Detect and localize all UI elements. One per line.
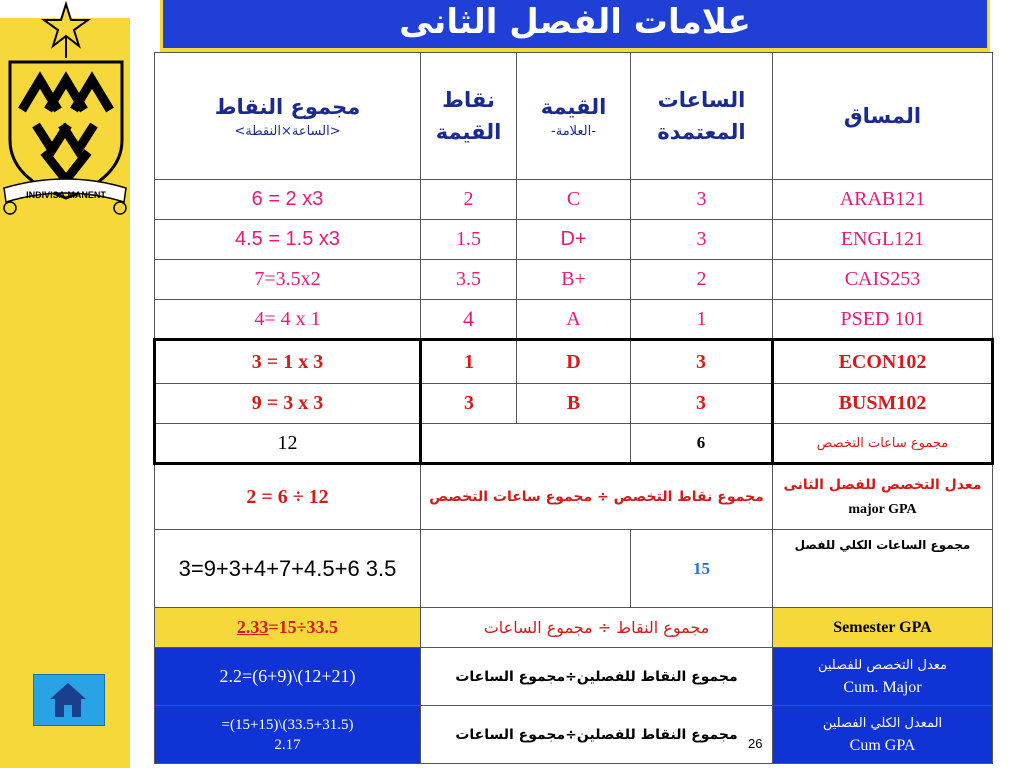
cell-hours: 2 — [631, 260, 773, 300]
header-course: المساق — [773, 53, 993, 180]
title-bar — [160, 0, 990, 52]
cell-hours: 1 — [631, 300, 773, 340]
header-value: القيمة -العلامة- — [517, 53, 631, 180]
table-row — [155, 180, 993, 220]
cum-gpa-label: المعدل الكلي الفصلين Cum GPA — [773, 706, 993, 764]
cell-hours: 3 — [631, 340, 773, 384]
cum-major-formula: مجموع النقاط للفصلين÷مجموع الساعات — [421, 648, 773, 706]
header-row — [155, 53, 993, 180]
cell-total: 4= 4 x 1 — [155, 300, 421, 340]
table-row — [155, 340, 993, 384]
major-hours-label: مجموع ساعات التخصص — [773, 424, 993, 464]
major-gpa-calc: 2 = 6 ÷ 12 — [155, 464, 421, 530]
semester-gpa-formula: مجموع النقاط ÷ مجموع الساعات — [421, 608, 773, 648]
cell-grade: D+ — [517, 220, 631, 260]
cell-grade: D — [517, 340, 631, 384]
major-gpa-formula: مجموع نقاط التخصص ÷ مجموع ساعات التخصص — [421, 464, 773, 530]
cell-course: BUSM102 — [773, 384, 993, 424]
semester-hours-total: 15 — [631, 530, 773, 608]
cell-course: ENGL121 — [773, 220, 993, 260]
page-title: علامات الفصل الثانى — [399, 2, 751, 42]
header-credit-hours: الساعات المعتمدة — [631, 53, 773, 180]
grades-table — [153, 52, 994, 764]
major-hours-row — [155, 424, 993, 464]
cell-grade: C — [517, 180, 631, 220]
cum-major-label: معدل التخصص للفصلين Cum. Major — [773, 648, 993, 706]
table-row — [155, 220, 993, 260]
semester-points-calc: 3=9+3+4+7+4.5+6 3.5 — [155, 530, 421, 608]
cell-total: 4.5 = 1.5 x3 — [155, 220, 421, 260]
empty-cell — [421, 530, 631, 608]
crest-motto: INDIVISA MANENT — [26, 190, 106, 200]
semester-gpa-result: 2.33 — [236, 617, 269, 637]
cell-total: 6 = 2 x3 — [155, 180, 421, 220]
cell-hours: 3 — [631, 220, 773, 260]
home-button[interactable] — [33, 674, 105, 726]
semester-gpa-label: Semester GPA — [773, 608, 993, 648]
cell-total: 9 = 3 x 3 — [155, 384, 421, 424]
semester-hours-row — [155, 530, 993, 608]
cell-points: 2 — [421, 180, 517, 220]
cum-gpa-formula: مجموع النقاط للفصلين÷مجموع الساعات — [421, 706, 773, 764]
table-row — [155, 300, 993, 340]
cell-grade: B+ — [517, 260, 631, 300]
cell-points: 3 — [421, 384, 517, 424]
cum-gpa-calc: =(15+15)\(33.5+31.5) 2.17 — [155, 706, 421, 764]
table-row — [155, 260, 993, 300]
table-row — [155, 384, 993, 424]
cell-grade: B — [517, 384, 631, 424]
semester-hours-label: مجموع الساعات الكلي للفصل — [773, 530, 993, 608]
header-value-points: نقاط القيمة — [421, 53, 517, 180]
semester-gpa-formula-values: =15÷33.5 — [268, 617, 339, 637]
major-gpa-row — [155, 464, 993, 530]
semester-gpa-calc — [155, 608, 421, 648]
cum-major-row — [155, 648, 993, 706]
major-hours-total: 6 — [631, 424, 773, 464]
page-number: 26 — [748, 736, 763, 751]
cell-course: CAIS253 — [773, 260, 993, 300]
cum-gpa-row — [155, 706, 993, 764]
cell-points: 1 — [421, 340, 517, 384]
crest-logo — [0, 0, 130, 230]
cell-points: 3.5 — [421, 260, 517, 300]
cell-grade: A — [517, 300, 631, 340]
cell-course: PSED 101 — [773, 300, 993, 340]
major-total-points: 12 — [155, 424, 421, 464]
semester-gpa-row — [155, 608, 993, 648]
cell-total: 7=3.5x2 — [155, 260, 421, 300]
cell-hours: 3 — [631, 384, 773, 424]
cell-course: ECON102 — [773, 340, 993, 384]
cell-points: 1.5 — [421, 220, 517, 260]
empty-cell — [421, 424, 631, 464]
home-icon — [48, 681, 88, 719]
cell-points: 4 — [421, 300, 517, 340]
header-total-points: مجموع النقاط <الساعة×النقطة> — [155, 53, 421, 180]
cum-major-calc: 2.2=(6+9)\(12+21) — [155, 648, 421, 706]
cell-course: ARAB121 — [773, 180, 993, 220]
cell-total: 3 = 1 x 3 — [155, 340, 421, 384]
cell-hours: 3 — [631, 180, 773, 220]
major-gpa-label: معدل التخصص للفصل الثانى major GPA — [773, 464, 993, 530]
